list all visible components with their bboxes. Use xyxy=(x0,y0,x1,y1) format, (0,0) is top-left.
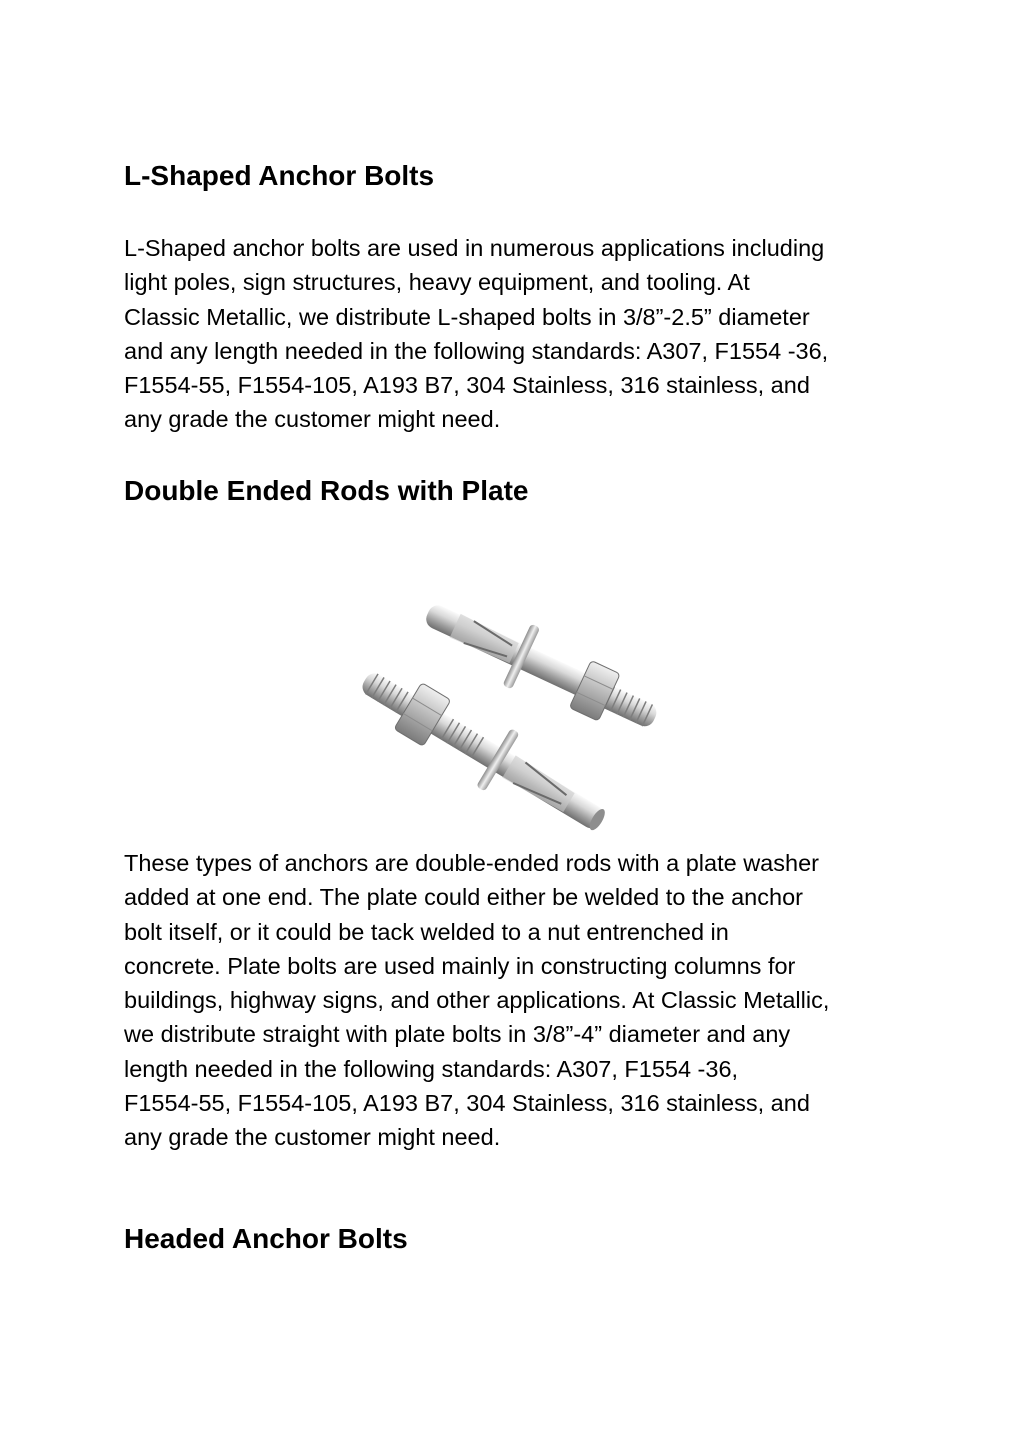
text-line: F1554-55, F1554-105, A193 B7, 304 Stainless, 316 stainless, and xyxy=(124,372,810,399)
heading-headed-anchor-bolts: Headed Anchor Bolts xyxy=(124,1223,408,1254)
text-line: L-Shaped anchor bolts are used in numerous applications including xyxy=(124,235,825,261)
text-line: bolt itself, or it could be tack welded to a nut entrenched in xyxy=(124,918,729,945)
text-line: added at one end. The plate could either be welded to the anchor xyxy=(124,884,803,911)
text-line: concrete. Plate bolts are used mainly in constructing columns for xyxy=(124,952,796,979)
paragraph-l-shaped-anchor-bolts xyxy=(124,231,904,437)
paragraph-double-ended-rods xyxy=(124,846,904,1155)
text-line: any grade the customer might need. xyxy=(124,406,501,433)
text-line: any grade the customer might need. xyxy=(124,1124,501,1151)
text-line: Classic Metallic, we distribute L-shaped bolts in 3/8”-2.5” diameter xyxy=(124,303,810,330)
text-line: length needed in the following standards: A307, F1554 -36, xyxy=(124,1055,739,1082)
text-line: F1554-55, F1554-105, A193 B7, 304 Stainless, 316 stainless, and xyxy=(124,1090,810,1117)
text-line: These types of anchors are double-ended rods with a plate washer xyxy=(124,850,819,876)
text-line: and any length needed in the following standards: A307, F1554 -36, xyxy=(124,337,829,364)
text-line: we distribute straight with plate bolts in 3/8”-4” diameter and any xyxy=(124,1021,791,1048)
text-line: buildings, highway signs, and other applications. At Classic Metallic, xyxy=(124,987,830,1014)
anchor-bolts-image xyxy=(350,585,680,835)
heading-double-ended-rods: Double Ended Rods with Plate xyxy=(124,475,529,506)
heading-l-shaped-anchor-bolts: L-Shaped Anchor Bolts xyxy=(124,160,435,191)
text-line: light poles, sign structures, heavy equipment, and tooling. At xyxy=(124,269,750,296)
